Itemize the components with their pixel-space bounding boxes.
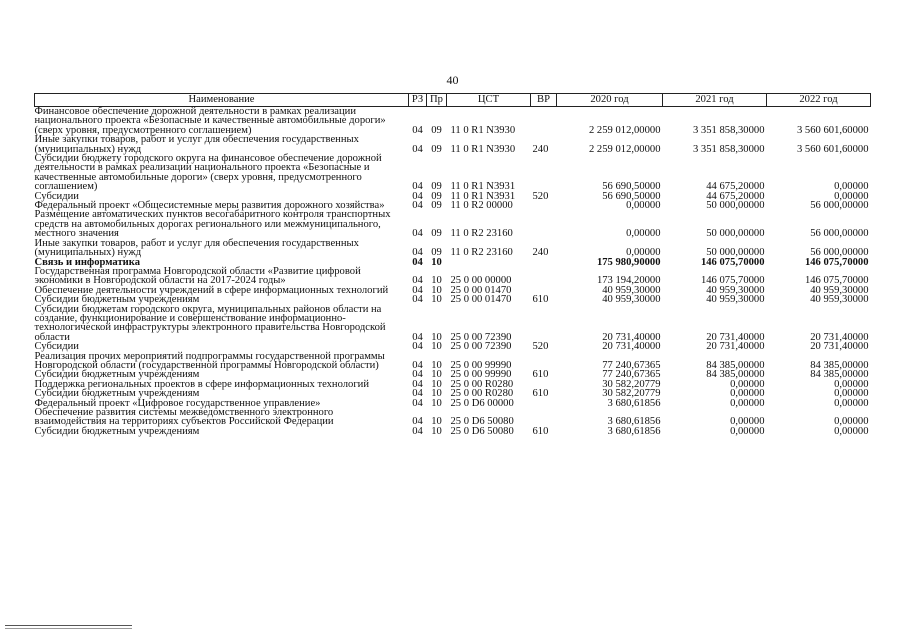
header-pr: Пр — [427, 94, 447, 107]
cell-y2021: 84 385,00000 — [706, 359, 765, 371]
cell-y2021: 50 000,00000 — [706, 228, 765, 240]
cell-rz: 04 — [412, 397, 423, 409]
cell-name: Иные закупки товаров, работ и услуг для обеспечения государственных (муниципальных) нужд — [34, 237, 359, 259]
cell-pr: 10 — [431, 388, 442, 400]
header-2022: 2022 год — [767, 94, 871, 107]
table-row — [35, 135, 871, 154]
cell-y2022: 84 385,00000 — [810, 359, 869, 371]
cell-rz: 04 — [412, 181, 423, 193]
cell-rz: 04 — [412, 416, 423, 428]
cell-rz: 04 — [412, 284, 423, 296]
cell-name: Федеральный проект «Общесистемные меры развития дорожного хозяйства» — [34, 200, 385, 212]
cell-y2021: 50 000,00000 — [706, 200, 765, 212]
cell-y2021: 146 075,70000 — [700, 256, 765, 268]
table-row — [35, 154, 871, 192]
cell-rz: 04 — [412, 200, 423, 212]
footer-rule-secondary — [5, 628, 132, 629]
cell-y2020: 77 240,67365 — [602, 359, 661, 371]
cell-name: Федеральный проект «Цифровое государственное управление» — [34, 397, 321, 409]
cell-pr: 10 — [431, 256, 442, 268]
cell-pr: 09 — [431, 124, 442, 136]
cell-y2021: 3 351 858,30000 — [692, 143, 765, 155]
cell-cst: 25 0 00 99990 — [450, 359, 512, 371]
header-name: Наименование — [35, 94, 409, 107]
cell-cst: 25 0 00 R0280 — [450, 378, 514, 390]
cell-vr — [531, 305, 557, 343]
cell-y2020: 3 680,61856 — [607, 425, 661, 437]
cell-vr — [531, 408, 557, 427]
cell-pr: 10 — [431, 378, 442, 390]
cell-rz: 04 — [412, 275, 423, 287]
cell-name: Субсидии бюджетным учреждениям — [34, 294, 200, 306]
cell-y2020: 40 959,30000 — [602, 294, 661, 306]
cell-y2022: 0,00000 — [834, 388, 869, 400]
cell-y2022: 40 959,30000 — [810, 294, 869, 306]
cell-rz: 04 — [412, 294, 423, 306]
cell-rz: 04 — [412, 425, 423, 437]
cell-cst: 25 0 00 72390 — [450, 341, 512, 353]
cell-pr: 10 — [431, 294, 442, 306]
cell-cst: 11 0 R2 23160 — [450, 247, 513, 259]
cell-vr: 240 — [532, 143, 549, 155]
cell-y2020: 56 690,50000 — [602, 190, 661, 202]
cell-y2021: 44 675,20000 — [706, 181, 765, 193]
page-number: 40 — [446, 73, 459, 87]
cell-y2022: 3 560 601,60000 — [796, 124, 869, 136]
cell-rz: 04 — [412, 124, 423, 136]
cell-name: Субсидии бюджетным учреждениям — [34, 388, 200, 400]
cell-name: Субсидии бюджетам городского округа, муниципальных районов области на создание, функционирование и совершенствование информационно-технологической инфраструктуры электронного правительства Новгородской области — [34, 303, 386, 343]
cell-pr: 10 — [431, 359, 442, 371]
cell-y2022: 56 000,00000 — [810, 247, 869, 259]
cell-cst: 25 0 00 01470 — [450, 294, 512, 306]
cell-rz: 04 — [412, 143, 423, 155]
cell-vr: 520 — [532, 341, 549, 353]
cell-vr — [531, 267, 557, 286]
cell-y2022: 146 075,70000 — [804, 256, 869, 268]
cell-name: Субсидии — [34, 190, 79, 202]
cell-cst: 11 0 R2 00000 — [450, 200, 513, 212]
cell-name: Государственная программа Новгородской области «Развитие цифровой экономики в Новгородской области на 2017-2024 годы» — [34, 265, 361, 287]
cell-y2022: 0,00000 — [834, 181, 869, 193]
cell-vr — [531, 210, 557, 238]
cell-rz: 04 — [412, 228, 423, 240]
cell-y2021: 50 000,00000 — [706, 247, 765, 259]
cell-y2020: 2 259 012,00000 — [588, 124, 661, 136]
cell-pr: 09 — [431, 190, 442, 202]
table-body — [35, 107, 871, 437]
cell-y2021: 0,00000 — [730, 378, 765, 390]
cell-y2022: 20 731,40000 — [810, 331, 869, 343]
cell-pr: 10 — [431, 341, 442, 353]
cell-name: Субсидии бюджетным учреждениям — [34, 425, 200, 437]
cell-cst: 11 0 R1 N3930 — [450, 143, 516, 155]
cell-y2020: 2 259 012,00000 — [588, 143, 661, 155]
cell-pr: 09 — [431, 181, 442, 193]
table-row — [35, 210, 871, 238]
cell-y2020: 20 731,40000 — [602, 341, 661, 353]
cell-rz: 04 — [412, 331, 423, 343]
cell-y2021: 0,00000 — [730, 397, 765, 409]
cell-cst: 11 0 R2 23160 — [450, 228, 513, 240]
cell-y2022: 0,00000 — [834, 378, 869, 390]
cell-cst — [447, 258, 531, 267]
cell-pr: 09 — [431, 200, 442, 212]
cell-y2021: 20 731,40000 — [706, 331, 765, 343]
cell-y2022: 0,00000 — [834, 190, 869, 202]
cell-y2020: 20 731,40000 — [602, 331, 661, 343]
cell-pr: 10 — [431, 284, 442, 296]
cell-y2022: 56 000,00000 — [810, 228, 869, 240]
table-row — [35, 427, 871, 436]
cell-y2020: 0,00000 — [626, 228, 661, 240]
cell-y2021: 0,00000 — [730, 388, 765, 400]
cell-vr: 610 — [532, 294, 549, 306]
cell-y2021: 3 351 858,30000 — [692, 124, 765, 136]
cell-cst: 25 0 00 72390 — [450, 331, 512, 343]
footer-rule — [5, 625, 132, 626]
cell-rz: 04 — [412, 369, 423, 381]
cell-vr: 520 — [532, 190, 549, 202]
cell-rz: 04 — [412, 247, 423, 259]
header-2020: 2020 год — [557, 94, 663, 107]
cell-cst: 25 0 00 00000 — [450, 275, 512, 287]
cell-name: Реализация прочих мероприятий подпрограммы государственной программы Новгородской области (государственной программы Новгородской области) — [34, 350, 385, 371]
cell-y2020: 30 582,20779 — [602, 378, 661, 390]
table-row — [35, 352, 871, 371]
header-cst: ЦСТ — [447, 94, 531, 107]
cell-pr: 09 — [431, 143, 442, 155]
table-row — [35, 408, 871, 427]
cell-y2022: 56 000,00000 — [810, 200, 869, 212]
cell-cst: 11 0 R1 N3931 — [450, 190, 516, 202]
cell-y2022: 0,00000 — [834, 397, 869, 409]
cell-pr: 10 — [431, 397, 442, 409]
cell-name: Обеспечение развития системы межведомственного электронного взаимодействия на территориях субъектов Российской Федерации — [34, 407, 334, 428]
cell-vr — [531, 154, 557, 192]
cell-y2021: 20 731,40000 — [706, 341, 765, 353]
cell-y2020: 173 194,20000 — [596, 275, 661, 287]
header-2021: 2021 год — [663, 94, 767, 107]
cell-y2021: 84 385,00000 — [706, 369, 765, 381]
cell-y2020: 175 980,90000 — [596, 256, 661, 268]
header-vr: ВР — [531, 94, 557, 107]
cell-y2020: 0,00000 — [626, 247, 661, 259]
cell-y2020: 3 680,61856 — [607, 416, 661, 428]
table-row — [35, 305, 871, 343]
cell-name: Размещение автоматических пунктов весогабаритного контроля транспортных средств на автомобильных дорогах регионального или межмуниципального, местного значения — [34, 209, 391, 240]
cell-name: Иные закупки товаров, работ и услуг для обеспечения государственных (муниципальных) нужд — [34, 134, 359, 155]
cell-name: Обеспечение деятельности учреждений в сфере информационных технологий — [34, 284, 389, 296]
cell-rz: 04 — [412, 341, 423, 353]
cell-y2022: 40 959,30000 — [810, 284, 869, 296]
cell-y2020: 56 690,50000 — [602, 181, 661, 193]
cell-name: Субсидии бюджетным учреждениям — [34, 369, 200, 381]
cell-pr: 10 — [431, 369, 442, 381]
cell-y2022: 3 560 601,60000 — [796, 143, 869, 155]
cell-y2021: 146 075,70000 — [700, 275, 765, 287]
header-rz: РЗ — [409, 94, 427, 107]
cell-cst: 25 0 D6 50080 — [450, 425, 514, 437]
cell-y2021: 44 675,20000 — [706, 190, 765, 202]
cell-y2020: 3 680,61856 — [607, 397, 661, 409]
cell-y2022: 84 385,00000 — [810, 369, 869, 381]
cell-y2022: 0,00000 — [834, 416, 869, 428]
cell-vr — [531, 107, 557, 136]
cell-vr: 610 — [532, 388, 549, 400]
cell-y2022: 20 731,40000 — [810, 341, 869, 353]
table-row — [35, 267, 871, 286]
cell-pr: 09 — [431, 228, 442, 240]
cell-rz: 04 — [412, 378, 423, 390]
table-row — [35, 239, 871, 258]
cell-vr — [531, 258, 557, 267]
cell-rz: 04 — [412, 359, 423, 371]
budget-table — [34, 93, 871, 436]
cell-pr: 10 — [431, 416, 442, 428]
cell-y2021: 0,00000 — [730, 416, 765, 428]
table-row — [35, 107, 871, 136]
cell-name: Связь и информатика — [34, 256, 141, 268]
cell-vr: 610 — [532, 425, 549, 437]
cell-y2022: 0,00000 — [834, 425, 869, 437]
cell-cst: 11 0 R1 N3930 — [450, 124, 516, 136]
cell-vr: 610 — [532, 369, 549, 381]
cell-y2022: 146 075,70000 — [804, 275, 869, 287]
cell-name: Финансовое обеспечение дорожной деятельности в рамках реализации национального проекта «Безопасные и качественные автомобильные дороги» (сверх уровня, предусмотренного соглашением) — [34, 106, 386, 136]
cell-cst: 25 0 00 R0280 — [450, 388, 514, 400]
cell-name: Поддержка региональных проектов в сфере информационных технологий — [34, 378, 370, 390]
cell-y2020: 40 959,30000 — [602, 284, 661, 296]
cell-y2021: 40 959,30000 — [706, 284, 765, 296]
cell-y2020: 0,00000 — [626, 200, 661, 212]
cell-vr — [531, 201, 557, 210]
cell-rz: 04 — [412, 256, 423, 268]
cell-rz: 04 — [412, 388, 423, 400]
cell-name: Субсидии бюджету городского округа на финансовое обеспечение дорожной деятельности в рамках реализации национального проекта «Безопасные и качественные автомобильные дороги» (сверх уровня, предусмотренного соглашением) — [34, 153, 382, 193]
cell-y2020: 77 240,67365 — [602, 369, 661, 381]
cell-name: Субсидии — [34, 341, 79, 353]
cell-pr: 09 — [431, 247, 442, 259]
cell-cst: 11 0 R1 N3931 — [450, 181, 516, 193]
cell-y2021: 0,00000 — [730, 425, 765, 437]
cell-vr — [531, 399, 557, 408]
table-header-row — [35, 94, 871, 107]
cell-pr: 10 — [431, 275, 442, 287]
cell-rz: 04 — [412, 190, 423, 202]
cell-cst: 25 0 00 01470 — [450, 284, 512, 296]
cell-cst: 25 0 00 99990 — [450, 369, 512, 381]
cell-cst: 25 0 D6 50080 — [450, 416, 514, 428]
cell-pr: 10 — [431, 331, 442, 343]
cell-cst: 25 0 D6 00000 — [450, 397, 514, 409]
cell-vr — [531, 352, 557, 371]
cell-vr: 240 — [532, 247, 549, 259]
cell-y2020: 30 582,20779 — [602, 388, 661, 400]
cell-pr: 10 — [431, 425, 442, 437]
cell-y2021: 40 959,30000 — [706, 294, 765, 306]
